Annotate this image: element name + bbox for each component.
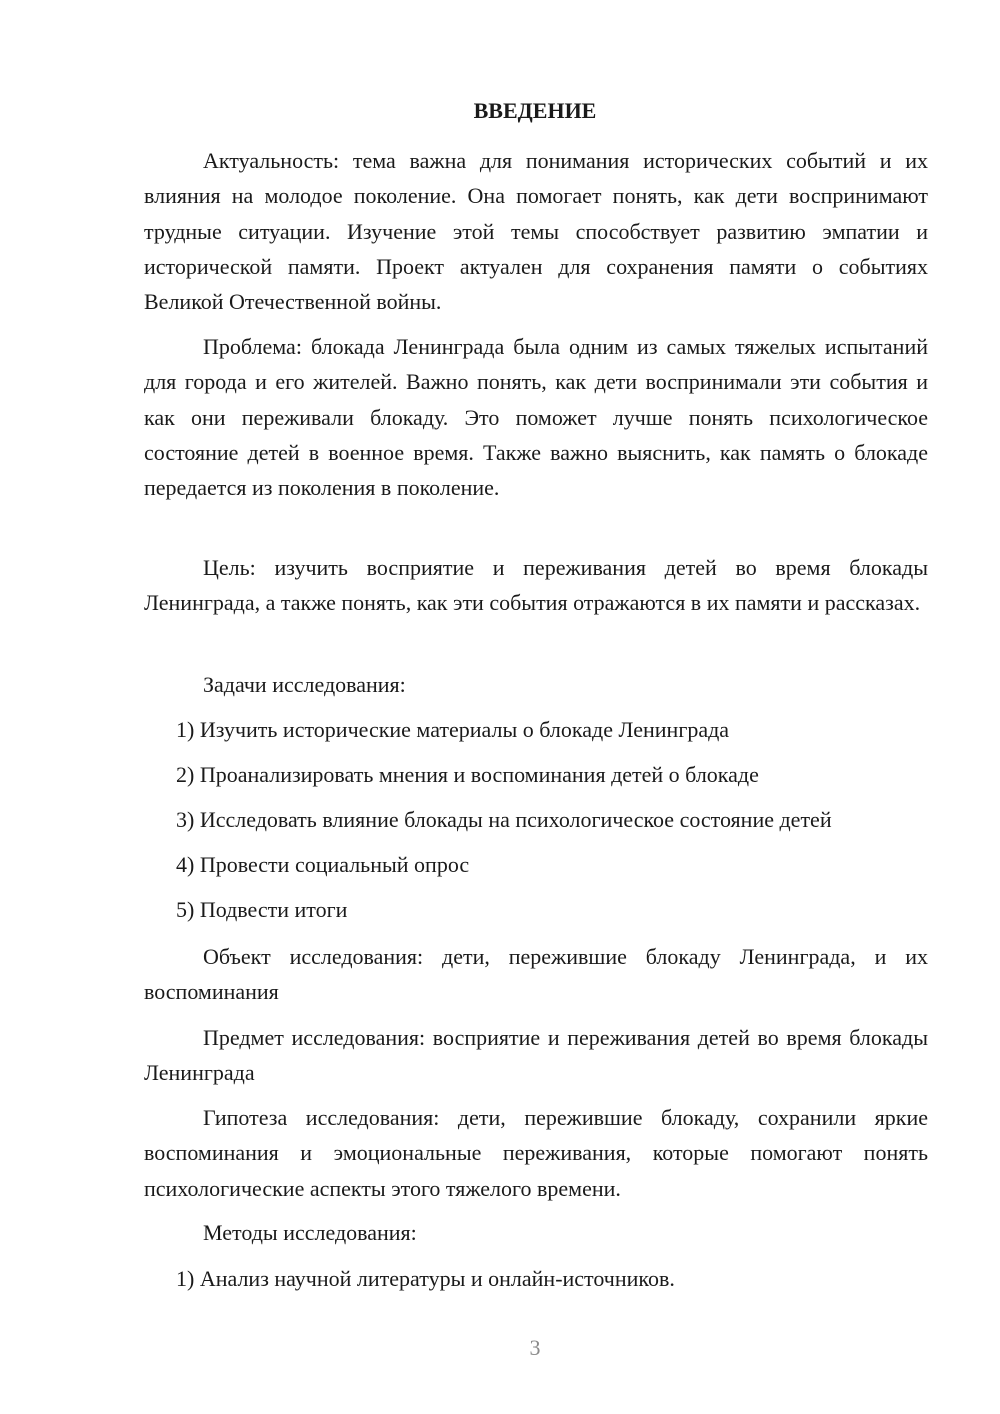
task-item: 2) Проанализировать мнения и воспоминания детей о блокаде xyxy=(176,762,759,787)
page-title: ВВЕДЕНИЕ xyxy=(473,98,597,123)
method-item: 1) Анализ научной литературы и онлайн-источников. xyxy=(176,1266,675,1291)
problem-paragraph xyxy=(144,329,928,505)
goal-text: Цель: изучить восприятие и переживания детей во время блокады Ленинграда, а также понять, как эти события отражаются в их памяти и рассказах. xyxy=(144,555,928,616)
methods-heading: Методы исследования: xyxy=(203,1220,417,1245)
subject-paragraph xyxy=(144,1020,928,1091)
task-item: 4) Провести социальный опрос xyxy=(176,852,470,877)
problem-text: Проблема: блокада Ленинграда была одним из самых тяжелых испытаний для города и его жителей. Важно понять, как дети воспринимали эти события и как они переживали блокаду. Это поможет лучше понять психологическое состояние детей в военное время. Также важно выяснить, как память о блокаде передается из поколения в поколение. xyxy=(144,334,928,501)
tasks-heading: Задачи исследования: xyxy=(203,672,406,697)
subject-text: Предмет исследования: восприятие и переживания детей во время блокады Ленинграда xyxy=(144,1025,928,1086)
hypothesis-text: Гипотеза исследования: дети, пережившие блокаду, сохранили яркие воспоминания и эмоциональные переживания, которые помогают понять психологические аспекты этого тяжелого времени. xyxy=(144,1105,928,1201)
object-paragraph xyxy=(144,939,928,1010)
task-item: 3) Исследовать влияние блокады на психологическое состояние детей xyxy=(176,807,832,832)
relevance-paragraph xyxy=(144,143,928,319)
page-number: 3 xyxy=(529,1335,541,1360)
task-item: 5) Подвести итоги xyxy=(176,897,348,922)
task-item: 1) Изучить исторические материалы о блокаде Ленинграда xyxy=(176,717,730,742)
hypothesis-paragraph xyxy=(144,1100,928,1206)
goal-paragraph xyxy=(144,550,928,621)
relevance-text: Актуальность: тема важна для понимания исторических событий и их влияния на молодое поколение. Она помогает понять, как дети воспринимают трудные ситуации. Изучение этой темы способствует развитию эмпатии и исторической памяти. Проект актуален для сохранения памяти о событиях Великой Отечественной войны. xyxy=(144,148,928,315)
object-text: Объект исследования: дети, пережившие блокаду Ленинграда, и их воспоминания xyxy=(144,944,928,1005)
